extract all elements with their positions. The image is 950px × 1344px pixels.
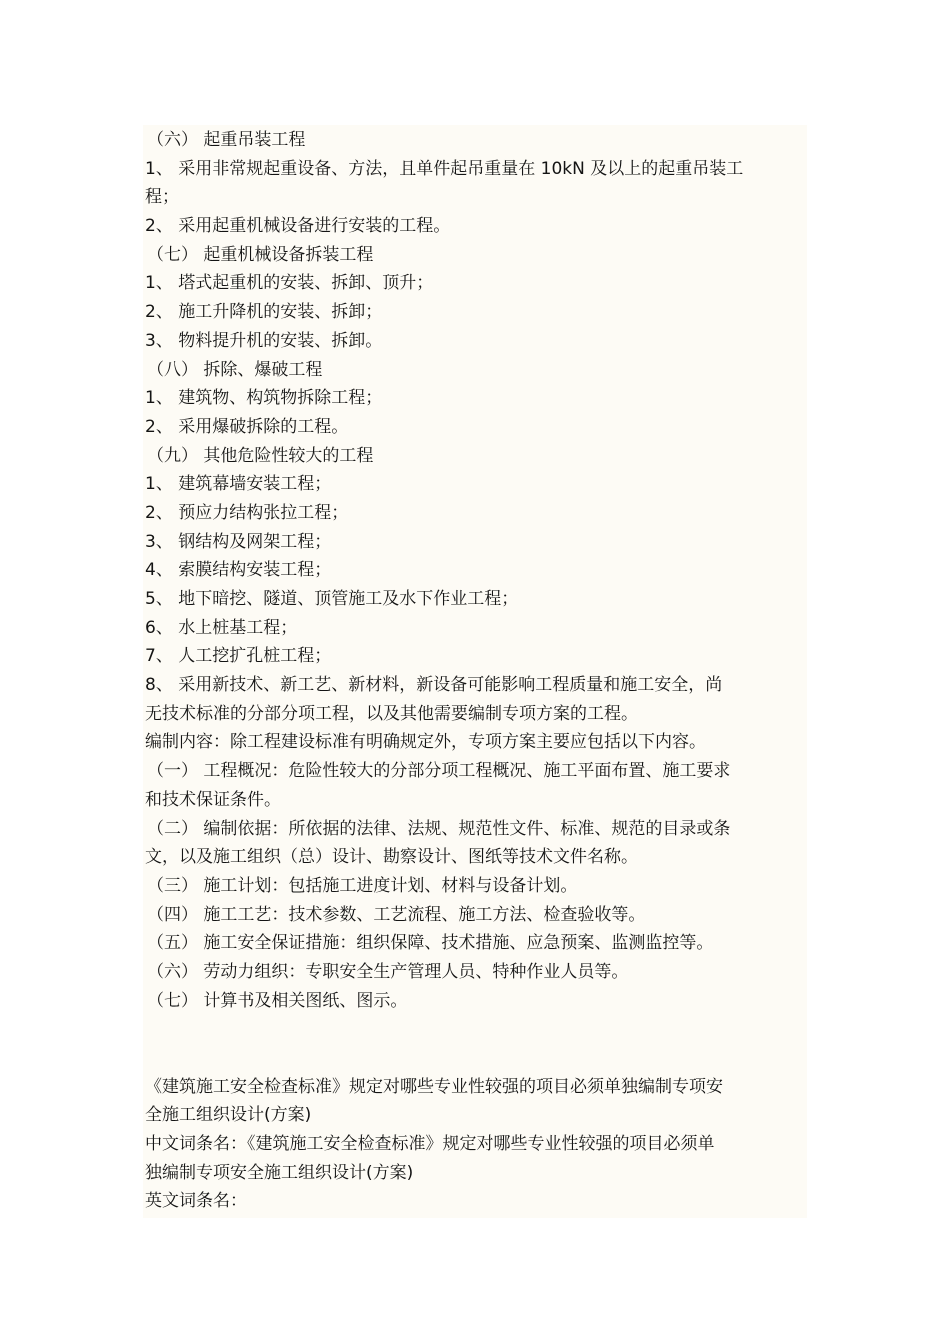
list-item: 1、 建筑幕墙安装工程； bbox=[145, 474, 332, 495]
list-item: 2、 预应力结构张拉工程； bbox=[145, 502, 349, 523]
content-item: （四） 施工工艺：技术参数、工艺流程、施工方法、检查验收等。 bbox=[147, 904, 646, 925]
entry-title: 《建筑施工安全检查标准》规定对哪些专业性较强的项目必须单独编制专项安 bbox=[145, 1076, 723, 1097]
section-heading: （九） 其他危险性较大的工程 bbox=[147, 445, 374, 466]
list-item: 5、 地下暗挖、隧道、顶管施工及水下作业工程； bbox=[145, 589, 519, 609]
section-heading: （八） 拆除、爆破工程 bbox=[147, 359, 323, 380]
list-item: 1、 塔式起重机的安装、拆卸、顶升； bbox=[145, 273, 434, 294]
blank-line bbox=[145, 1044, 805, 1073]
content-item: （三） 施工计划：包括施工进度计划、材料与设备计划。 bbox=[147, 875, 578, 896]
section-heading: （七） 起重机械设备拆装工程 bbox=[147, 244, 374, 265]
content-item-continuation: 文，以及施工组织（总）设计、勘察设计、图纸等技术文件名称。 bbox=[145, 847, 638, 868]
list-item: 6、 水上桩基工程； bbox=[145, 617, 298, 638]
list-item-continuation: 程； bbox=[145, 187, 179, 208]
content-item: （七） 计算书及相关图纸、图示。 bbox=[147, 990, 408, 1011]
content-item: （一） 工程概况：危险性较大的分部分项工程概况、施工平面布置、施工要求 bbox=[147, 761, 731, 782]
list-item: 4、 索膜结构安装工程； bbox=[145, 560, 332, 581]
paragraph: 编制内容：除工程建设标准有明确规定外，专项方案主要应包括以下内容。 bbox=[145, 732, 706, 753]
list-item: 2、 施工升降机的安装、拆卸； bbox=[145, 302, 383, 323]
list-item: 3、 物料提升机的安装、拆卸。 bbox=[145, 330, 383, 351]
list-item: 8、 采用新技术、新工艺、新材料，新设备可能影响工程质量和施工安全，尚 bbox=[145, 675, 723, 696]
content-item-continuation: 和技术保证条件。 bbox=[145, 789, 281, 810]
list-item-continuation: 无技术标准的分部分项工程，以及其他需要编制专项方案的工程。 bbox=[145, 703, 638, 724]
content-item: （五） 施工安全保证措施：组织保障、技术措施、应急预案、监测监控等。 bbox=[147, 933, 714, 954]
content-item: （二） 编制依据：所依据的法律、法规、规范性文件、标准、规范的目录或条 bbox=[147, 818, 731, 839]
list-item: 2、 采用起重机械设备进行安装的工程。 bbox=[145, 216, 451, 237]
content-item: （六） 劳动力组织：专职安全生产管理人员、特种作业人员等。 bbox=[147, 961, 629, 982]
section-heading: （六） 起重吊装工程 bbox=[147, 130, 306, 150]
list-item: 3、 钢结构及网架工程； bbox=[145, 531, 332, 552]
list-item: 1、 采用非常规起重设备、方法，且单件起吊重量在 10kN 及以上的起重吊装工 bbox=[145, 158, 744, 179]
blank-line bbox=[145, 1015, 805, 1044]
entry-title-continuation: 全施工组织设计(方案) bbox=[145, 1105, 312, 1126]
english-entry-name: 英文词条名： bbox=[145, 1191, 247, 1212]
chinese-entry-name: 中文词条名：《建筑施工安全检查标准》规定对哪些专业性较强的项目必须单 bbox=[145, 1134, 715, 1155]
chinese-entry-name-continuation: 独编制专项安全施工组织设计(方案) bbox=[145, 1162, 414, 1183]
document-text bbox=[145, 126, 805, 1216]
list-item: 7、 人工挖扩孔桩工程； bbox=[145, 646, 332, 667]
list-item: 2、 采用爆破拆除的工程。 bbox=[145, 416, 349, 437]
list-item: 1、 建筑物、构筑物拆除工程； bbox=[145, 388, 383, 409]
